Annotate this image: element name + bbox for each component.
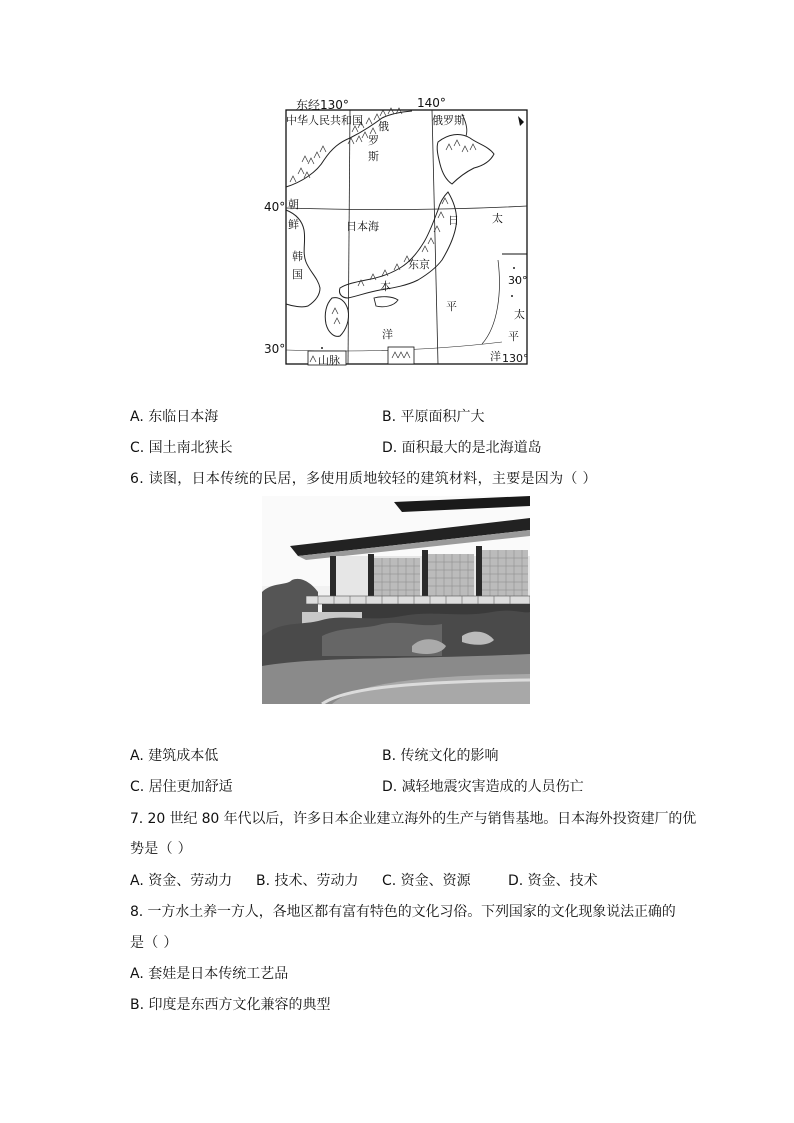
map-south-korea-char-1: 韩 — [292, 250, 303, 263]
map-north-korea-char-2: 鲜 — [288, 218, 299, 231]
q8-stem-line-2: 是（ ） — [130, 935, 178, 951]
map-north-korea-char-1: 朝 — [288, 198, 299, 211]
q7-option-c[interactable]: C. 资金、资源 — [382, 873, 471, 889]
q5-option-c[interactable]: C. 国土南北狭长 — [130, 440, 233, 456]
map-inset-yang-label: 洋 — [490, 350, 501, 363]
map-lon-140-label: 140° — [417, 96, 446, 110]
map-pacific-yang-label: 洋 — [382, 328, 393, 341]
map-inset-lat-label: 30° — [508, 274, 528, 287]
q7-option-a[interactable]: A. 资金、劳动力 — [130, 873, 233, 889]
map-tokyo-label: 东京 — [408, 258, 430, 271]
map-russia-char-3: 斯 — [368, 150, 379, 163]
q7-stem-line-1: 7. 20 世纪 80 年代以后，许多日本企业建立海外的生产与销售基地。日本海外投资建厂的优 — [130, 811, 697, 827]
map-japan-ri-label: 日 — [448, 214, 459, 227]
q7-option-b[interactable]: B. 技术、劳动力 — [256, 873, 359, 889]
q7-option-d[interactable]: D. 资金、技术 — [508, 873, 598, 889]
map-russia-char-1: 俄 — [378, 120, 389, 133]
q6-stem: 6. 读图，日本传统的民居，多使用质地较轻的建筑材料，主要是因为（ ） — [130, 471, 597, 487]
q8-option-a[interactable]: A. 套娃是日本传统工艺品 — [130, 966, 289, 982]
q6-option-d[interactable]: D. 减轻地震灾害造成的人员伤亡 — [382, 779, 584, 795]
q6-option-a[interactable]: A. 建筑成本低 — [130, 748, 219, 764]
q5-option-d[interactable]: D. 面积最大的是北海道岛 — [382, 440, 542, 456]
q5-option-a[interactable]: A. 东临日本海 — [130, 409, 219, 425]
q8-option-b[interactable]: B. 印度是东西方文化兼容的典型 — [130, 997, 331, 1013]
map-pacific-ping-label: 平 — [446, 300, 457, 313]
japanese-house-photo — [262, 496, 530, 704]
map-inset-tai-label: 太 — [514, 308, 525, 321]
q6-option-c[interactable]: C. 居住更加舒适 — [130, 779, 233, 795]
map-pacific-tai-label: 太 — [492, 212, 503, 225]
map-lat-30-label: 30° — [264, 342, 286, 356]
q7-stem-line-2: 势是（ ） — [130, 841, 192, 857]
house-illustration — [262, 496, 530, 704]
map-china-label: 中华人民共和国 — [286, 114, 363, 127]
map-south-korea-char-2: 国 — [292, 268, 303, 281]
map-japan-ben-label: 本 — [380, 280, 391, 293]
map-legend-mountain-label: 山脉 — [318, 354, 340, 367]
map-lon-130-label: 东经130° — [296, 98, 349, 112]
map-sea-of-japan-label: 日本海 — [346, 220, 379, 233]
map-lat-40-label: 40° — [264, 200, 286, 214]
q6-option-b[interactable]: B. 传统文化的影响 — [382, 748, 499, 764]
map-graphic — [262, 92, 538, 374]
japan-map — [262, 92, 538, 374]
q5-option-b[interactable]: B. 平原面积广大 — [382, 409, 485, 425]
map-russia-char-2: 罗 — [368, 134, 379, 147]
map-russia-top-label: 俄罗斯 — [432, 114, 465, 127]
map-inset-lon-label: 130° — [502, 352, 529, 365]
map-inset-ping-label: 平 — [508, 330, 519, 343]
q8-stem-line-1: 8. 一方水土养一方人，各地区都有富有特色的文化习俗。下列国家的文化现象说法正确的 — [130, 904, 676, 920]
